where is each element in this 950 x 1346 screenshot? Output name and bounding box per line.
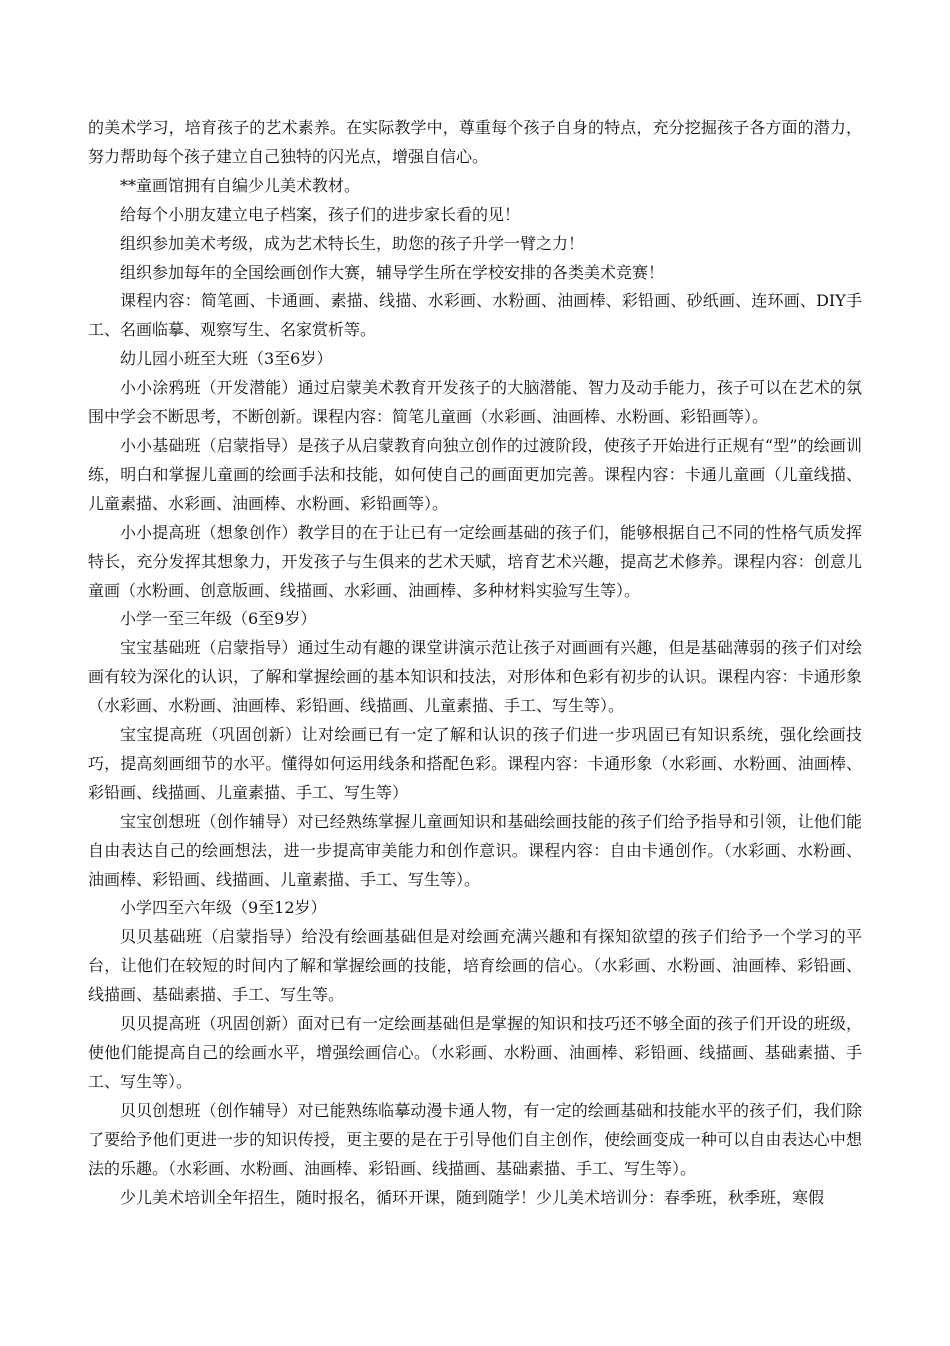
paragraph-baby-advanced-class: 宝宝提高班（巩固创新）让对绘画已有一定了解和认识的孩子们进一步巩固已有知识系统，强化绘画技巧，提高刻画细节的水平。懂得如何运用线条和搭配色彩。课程内容：卡通形象（水彩画、水粉画、油画棒、彩铅画、线描画、儿童素描、手工、写生等）	[88, 725, 862, 802]
paragraph-course-content: 课程内容：简笔画、卡通画、素描、线描、水彩画、水粉画、油画棒、彩铅画、砂纸画、连环画、DIY手工、名画临摹、观察写生、名家赏析等。	[88, 291, 862, 340]
paragraph-grading-exam: 组织参加美术考级，成为艺术特长生，助您的孩子升学一臂之力！	[120, 233, 585, 253]
paragraph-competition: 组织参加每年的全国绘画创作大赛，辅导学生所在学校安排的各类美术竞赛！	[120, 262, 665, 282]
paragraph-doodle-class: 小小涂鸦班（开发潜能）通过启蒙美术教育开发孩子的大脑潜能、智力及动手能力，孩子可以在艺术的氛围中学会不断思考，不断创新。课程内容：简笔儿童画（水彩画、油画棒、水粉画、彩铅画等）。	[88, 378, 862, 427]
heading-grades-4-6: 小学四至六年级（9至12岁）	[120, 898, 327, 918]
heading-kindergarten: 幼儿园小班至大班（3至6岁）	[120, 349, 333, 369]
paragraph-beibei-advanced-class: 贝贝提高班（巩固创新）面对已有一定绘画基础但是掌握的知识和技巧还不够全面的孩子们开设的班级，使他们能提高自己的绘画水平，增强绘画信心。（水彩画、水粉画、油画棒、彩铅画、线描画、基础素描、手工、写生等）。	[88, 1014, 862, 1091]
paragraph-intro-continuation: 的美术学习，培育孩子的艺术素养。在实际教学中，尊重每个孩子自身的特点，充分挖掘孩子各方面的潜力，努力帮助每个孩子建立自己独特的闪光点，增强自信心。	[88, 118, 862, 166]
paragraph-e-archive: 给每个小朋友建立电子档案，孩子们的进步家长看的见！	[120, 204, 521, 224]
paragraph-basic-class-small: 小小基础班（启蒙指导）是孩子从启蒙教育向独立创作的过渡阶段，使孩子开始进行正规有“型”的绘画训练，明白和掌握儿童画的绘画手法和技能，如何使自己的画面更加完善。课程内容：卡通儿童画（儿童线描、儿童素描、水彩画、油画棒、水粉画、彩铅画等）。	[88, 435, 862, 513]
heading-grades-1-3: 小学一至三年级（6至9岁）	[120, 609, 317, 629]
paragraph-enrollment: 少儿美术培训全年招生，随时报名，循环开课，随到随学！少儿美术培训分：春季班，秋季班，寒假	[120, 1187, 825, 1207]
paragraph-baby-basic-class: 宝宝基础班（启蒙指导）通过生动有趣的课堂讲演示范让孩子对画画有兴趣，但是基础薄弱的孩子们对绘画有较为深化的认识，了解和掌握绘画的基本知识和技法，对形体和色彩有初步的认识。课程内容：卡通形象（水彩画、水粉画、油画棒、彩铅画、线描画、儿童素描、手工、写生等）。	[88, 638, 862, 716]
paragraph-textbook: **童画馆拥有自编少儿美术教材。	[120, 175, 361, 195]
document-body	[88, 114, 862, 1212]
paragraph-beibei-creative-class: 贝贝创想班（创作辅导）对已能熟练临摹动漫卡通人物，有一定的绘画基础和技能水平的孩子们，我们除了要给予他们更进一步的知识传授，更主要的是在于引导他们自主创作，使绘画变成一种可以自由表达心中想法的乐趣。（水彩画、水粉画、油画棒、彩铅画、线描画、基础素描、手工、写生等）。	[88, 1100, 862, 1178]
paragraph-advanced-class-small: 小小提高班（想象创作）教学目的在于让已有一定绘画基础的孩子们，能够根据自己不同的性格气质发挥特长，充分发挥其想象力，开发孩子与生俱来的艺术天赋，培育艺术兴趣，提高艺术修养。课程内容：创意儿童画（水粉画、创意版画、线描画、水彩画、油画棒、多种材料实验写生等）。	[88, 522, 862, 600]
paragraph-baby-creative-class: 宝宝创想班（创作辅导）对已经熟练掌握儿童画知识和基础绘画技能的孩子们给予指导和引领，让他们能自由表达自己的绘画想法，进一步提高审美能力和创作意识。课程内容：自由卡通创作。（水彩画、水粉画、油画棒、彩铅画、线描画、儿童素描、手工、写生等）。	[88, 811, 862, 889]
paragraph-beibei-basic-class: 贝贝基础班（启蒙指导）给没有绘画基础但是对绘画充满兴趣和有探知欲望的孩子们给予一个学习的平台，让他们在较短的时间内了解和掌握绘画的技能，培育绘画的信心。（水彩画、水粉画、油画棒、彩铅画、线描画、基础素描、手工、写生等。	[88, 927, 862, 1005]
